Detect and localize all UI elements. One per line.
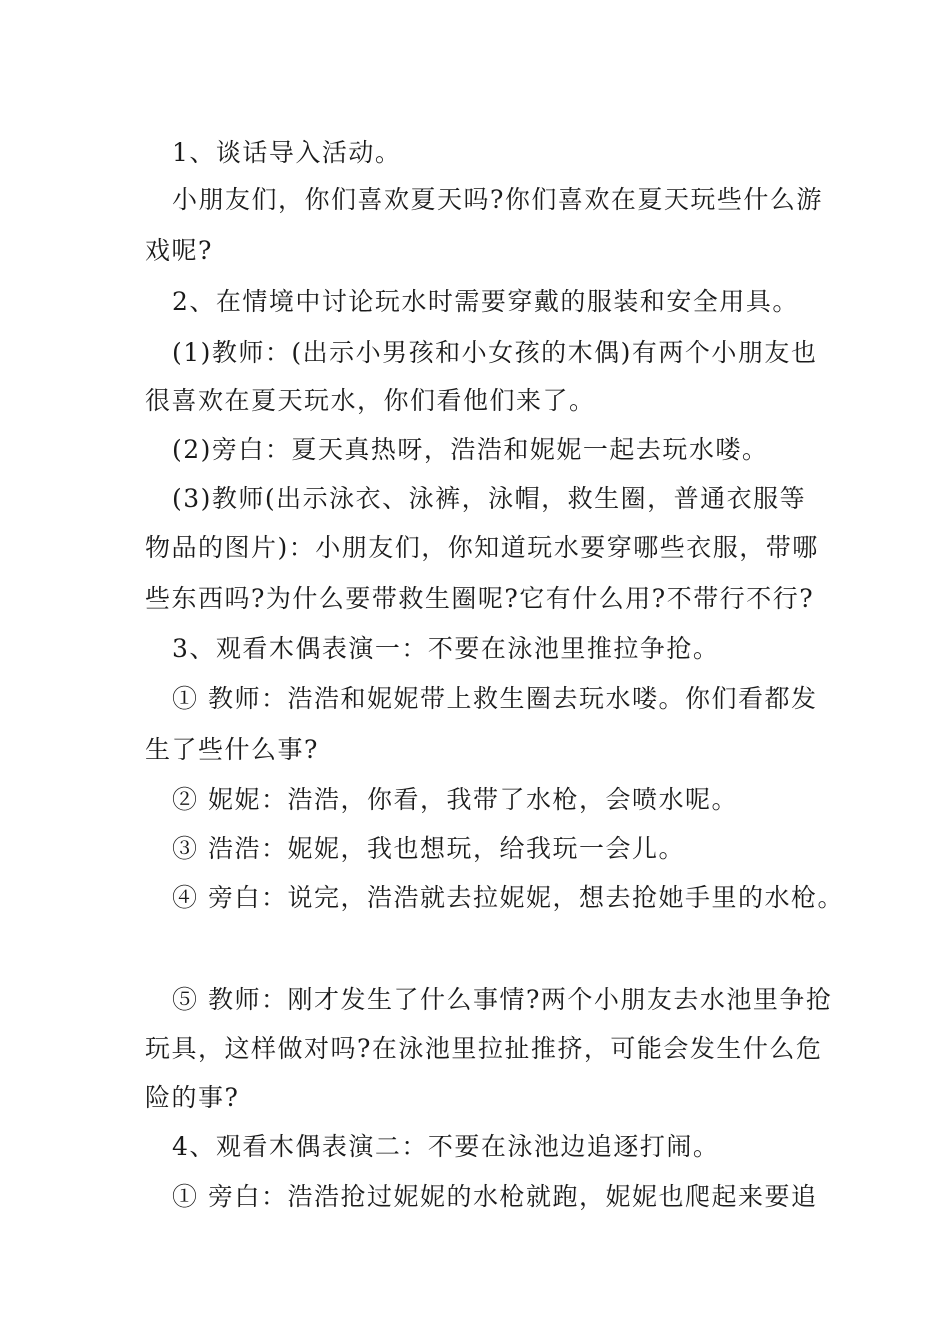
- paragraph-line: ③ 浩浩：妮妮，我也想玩，给我玩一会儿。: [172, 834, 685, 863]
- heading-step-2: 2、在情境中讨论玩水时需要穿戴的服装和安全用具。: [172, 287, 799, 316]
- paragraph-line: 小朋友们，你们喜欢夏天吗?你们喜欢在夏天玩些什么游: [172, 185, 823, 214]
- paragraph-line: (3)教师(出示泳衣、泳裤，泳帽，救生圈，普通衣服等: [172, 484, 807, 513]
- heading-step-4: 4、观看木偶表演二：不要在泳池边追逐打闹。: [172, 1132, 720, 1161]
- paragraph-line: ① 旁白：浩浩抢过妮妮的水枪就跑，妮妮也爬起来要追: [172, 1182, 818, 1211]
- paragraph-line: ⑤ 教师：刚才发生了什么事情?两个小朋友去水池里争抢: [172, 985, 833, 1014]
- paragraph-line: ② 妮妮：浩浩，你看，我带了水枪，会喷水呢。: [172, 785, 738, 814]
- heading-step-1: 1、谈话导入活动。: [172, 138, 402, 167]
- paragraph-line: 生了些什么事?: [145, 735, 319, 764]
- paragraph-line: ① 教师：浩浩和妮妮带上救生圈去玩水喽。你们看都发: [172, 684, 818, 713]
- paragraph-line: 玩具，这样做对吗?在泳池里拉扯推挤，可能会发生什么危: [145, 1034, 823, 1063]
- paragraph-line: 些东西吗?为什么要带救生圈呢?它有什么用?不带行不行?: [145, 584, 815, 613]
- paragraph-line: 戏呢?: [145, 236, 213, 265]
- paragraph-line: 险的事?: [145, 1083, 240, 1112]
- paragraph-line: (2)旁白：夏天真热呀，浩浩和妮妮一起去玩水喽。: [172, 435, 769, 464]
- paragraph-line: ④ 旁白：说完，浩浩就去拉妮妮，想去抢她手里的水枪。: [172, 883, 844, 912]
- heading-step-3: 3、观看木偶表演一：不要在泳池里推拉争抢。: [172, 634, 720, 663]
- paragraph-line: 很喜欢在夏天玩水，你们看他们来了。: [145, 386, 596, 415]
- paragraph-line: (1)教师：(出示小男孩和小女孩的木偶)有两个小朋友也: [172, 338, 818, 367]
- paragraph-line: 物品的图片)：小朋友们，你知道玩水要穿哪些衣服，带哪: [145, 533, 819, 562]
